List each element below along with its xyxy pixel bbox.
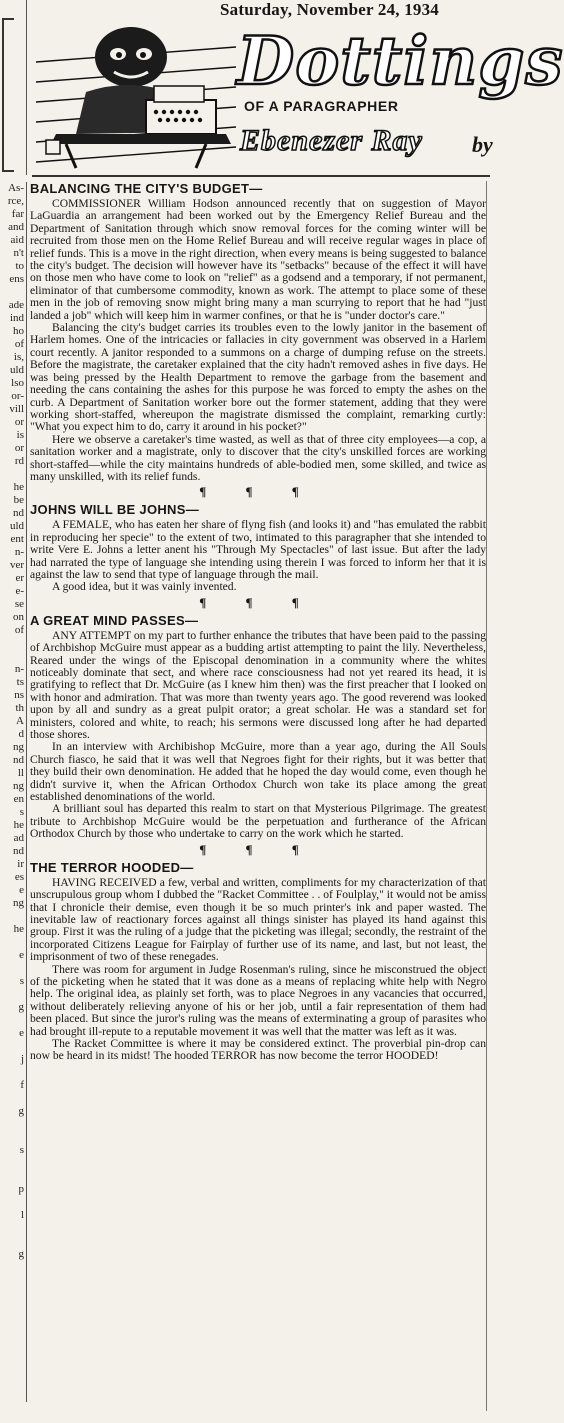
- adjacent-column-fragment: [0, 962, 26, 975]
- adjacent-column-fragment: [0, 936, 26, 949]
- adjacent-column-fragment: [0, 637, 26, 650]
- adjacent-column-fragment: uld: [9, 364, 24, 376]
- article-paragraph: The Racket Committee is where it may be considered extinct. The proverbial pin-drop can now be heard in its midst! The hooded TERROR has now become the terror HOODED!: [30, 1036, 486, 1063]
- adjacent-column-fragment: s: [19, 975, 24, 987]
- adjacent-column-fragment: is: [16, 429, 24, 441]
- adjacent-column-fragment: s: [19, 1144, 24, 1156]
- adjacent-column-fragments: [0, 182, 27, 1402]
- masthead-title: Dottings: [237, 22, 564, 100]
- adjacent-column-fragment: nd: [13, 507, 24, 519]
- adjacent-column-fragment: ho: [13, 325, 24, 337]
- adjacent-column-fragment: As-: [8, 182, 24, 194]
- adjacent-column-fragment: A: [16, 715, 24, 727]
- adjacent-column-fragment: se: [14, 598, 24, 610]
- typewriter-cartoon-illustration: [36, 22, 236, 170]
- adjacent-column-fragment: g: [18, 1001, 24, 1013]
- adjacent-column-fragment: [0, 910, 26, 923]
- adjacent-column-fragment: d: [18, 728, 24, 740]
- article-column: [30, 181, 486, 1063]
- adjacent-column-fragment: [0, 1118, 26, 1131]
- section-great-mind: [30, 613, 486, 857]
- adjacent-column-fragment: he: [13, 481, 24, 493]
- article-paragraph: A good idea, but it was vainly invented.: [52, 580, 237, 594]
- adjacent-column-fragment: of: [14, 338, 24, 350]
- adjacent-column-fragment: ver: [9, 559, 24, 571]
- adjacent-column-fragment: or: [14, 442, 24, 454]
- adjacent-column-fragment: nd: [13, 845, 24, 857]
- adjacent-column-fragment: [0, 286, 26, 299]
- article-paragraph: ANY ATTEMPT on my part to further enhance the tributes that have been paid to the passing of Archbishop McGuire must appear as a budding artist attempting to paint the lily. Nevertheless, Reared under the wings of the Episcopal denomination in a community where the whites noticeably dominate that sect, and where race consciousness had not yet reared its head, it is gratifying to reflect that Dr. McGuire (as I knew him then) was the first preacher that I looked on with honor and admiration. That was more than twenty years ago. The good reverend was looked upon by all and sundry as a great pulpit orator; a great scholar. He was a standard set for ministers, colored and white, to reach; his sermons were discussed long after he had departed those shores.: [30, 628, 486, 742]
- adjacent-column-fragment: [0, 1014, 26, 1027]
- dateline: Saturday, November 24, 1934: [220, 0, 440, 19]
- adjacent-column-fragment: ts: [16, 676, 24, 688]
- section-divider-pilcrows: ¶ ¶ ¶: [199, 841, 317, 857]
- adjacent-column-fragment: [0, 1066, 26, 1079]
- adjacent-column-fragment: e-: [15, 585, 24, 597]
- masthead-author: Ebenezer Ray: [240, 124, 423, 157]
- adjacent-column-fragment: [0, 650, 26, 663]
- adjacent-column-fragment: [0, 1040, 26, 1053]
- adjacent-column-fragment: rce,: [7, 195, 24, 207]
- adjacent-column-fragment: s: [19, 806, 24, 818]
- adjacent-column-fragment: ind: [9, 312, 24, 324]
- adjacent-column-fragment: rd: [14, 455, 24, 467]
- adjacent-column-fragment: ent: [10, 533, 24, 545]
- adjacent-column-fragment: [0, 1131, 26, 1144]
- adjacent-column-fragment: ng: [13, 741, 24, 753]
- adjacent-column-fragment: e: [19, 884, 24, 896]
- article-paragraph: A FEMALE, who has eaten her share of flyng fish (and looks it) and "has emulated the rabbit in reproducing her specie" to the extent of two, intimated to this paragrapher that she intended to write Vere E. Johns a letter anent his "Through My Spectacles" of last issue. But after the lady had narrated the type of language she intending using therein I was forced to inform her that it is against the law to send that type of language through the mail.: [30, 518, 486, 581]
- section-balancing-budget: [30, 181, 486, 499]
- adjacent-column-fragment: g: [18, 1248, 24, 1260]
- adjacent-column-fragment: er: [15, 572, 24, 584]
- section-divider-pilcrows: ¶ ¶ ¶: [199, 484, 317, 500]
- adjacent-column-fragment: is,: [13, 351, 24, 363]
- article-paragraph: COMMISSIONER William Hodson announced recently that on suggestion of Mayor LaGuardia an arrangement had been worked out by the Emergency Relief Bureau and the Department of Sanitation through which snow removal forces for the coming winter will be recruited from those men on the Home Relief Bureau and will receive regular wages in place of relief funds. This is a move in the right direction, when every means is being suggested to balance the city's budget. The decision will however have its "setbacks" because of the effect it will have on those men who have come to look on "relief" as a godsend and a temporary, if not permanent, eliminator of that cumbersome commodity, known as work. The attempt to place some of these men in the job of removing snow might bring many a man scurrying to report that he had "just landed a job" which will keep him in warmer confines, or that he is "under doctor's care.": [30, 197, 486, 322]
- adjacent-column-fragment: n-: [14, 546, 24, 558]
- adjacent-column-fragment: ll: [17, 767, 24, 779]
- adjacent-column-fragment: aid: [10, 234, 24, 246]
- column-right-rule: [486, 181, 487, 1411]
- adjacent-column-fragment: ng: [13, 780, 24, 792]
- adjacent-column-fragment: [0, 1170, 26, 1183]
- left-column-bracket: [2, 18, 14, 172]
- adjacent-column-fragment: en: [13, 793, 24, 805]
- adjacent-column-fragment: n't: [13, 247, 24, 259]
- adjacent-column-fragment: [0, 1235, 26, 1248]
- article-paragraph: Balancing the city's budget carries its troubles even to the lowly janitor in the basement of Harlem homes. One of the intricacies or fallacies in city government was observed in a Harlem court recently. A janitor responded to a summons on a charge of dumping refuse on the streets. Before the magistrate, the caretaker explained that the city hadn't removed ashes in five days. He was being pressed by the Health Department to remove the garbage from the basement and needing the cans containing the ashes for this purpose he was forced to empty the ashes on the curb. A Department of Sanitation worker bore out the former statement, adding that they were working short-staffed, whereupon the magistrate dismissed the complaint, remarking curtly: "What you expect him to do, carry it around in his pocket?": [30, 321, 486, 434]
- adjacent-column-fragment: of: [14, 624, 24, 636]
- masthead: [32, 20, 564, 177]
- adjacent-column-fragment: he: [13, 819, 24, 831]
- adjacent-column-fragment: f: [20, 1079, 24, 1091]
- adjacent-column-fragment: be: [13, 494, 24, 506]
- adjacent-column-fragment: j: [20, 1053, 24, 1065]
- masthead-subtitle: OF A PARAGRAPHER: [244, 98, 399, 114]
- adjacent-column-fragment: g: [18, 1105, 24, 1117]
- section-heading: A GREAT MIND PASSES—: [30, 612, 199, 628]
- adjacent-column-fragment: nd: [13, 754, 24, 766]
- article-paragraph: Here we observe a caretaker's time wasted, as well as that of three city employees—a cop, a sanitation worker and a magistrate, only to discover that the city's unskilled forces are working short-staffed—while the city maintains hundreds of able-bodied men, some skilled, and twice as many unskilled, with its relief funds.: [30, 432, 486, 483]
- adjacent-column-fragment: n-: [14, 663, 24, 675]
- adjacent-column-fragment: [0, 1222, 26, 1235]
- adjacent-column-fragment: ng: [13, 897, 24, 909]
- adjacent-column-fragment: l: [20, 1209, 24, 1221]
- adjacent-column-fragment: vill: [9, 403, 24, 415]
- adjacent-column-fragment: to: [15, 260, 24, 272]
- article-paragraph: HAVING RECEIVED a few, verbal and written, compliments for my characterization of that unscrupulous group whom I dubbed the "Racket Committee . . of Foulplay," it would not be amiss that I chronicle their demise, even though it be so much printer's ink and paper wasted. The inevitable law of reactionary forces against all things sinister has played its hand against this group. First it was the ruling of a judge that the picketing was illegal; secondly, the restraint of the incorporated Citizens League for Fairplay of further use of its name, and last, but not least, the imprisonment of two of these renegades.: [30, 875, 486, 964]
- adjacent-column-fragment: e: [19, 1027, 24, 1039]
- adjacent-column-fragment: ade: [8, 299, 24, 311]
- adjacent-column-fragment: [0, 468, 26, 481]
- adjacent-column-fragment: [0, 1157, 26, 1170]
- adjacent-column-fragment: and: [8, 221, 24, 233]
- adjacent-column-fragment: ir: [17, 858, 24, 870]
- section-terror-hooded: [30, 860, 486, 1063]
- article-paragraph: A brilliant soul has departed this realm to start on that Mysterious Pilgrimage. The greatest tribute to Archbishop McGuire would be the perpetuation and furtherance of the African Orthodox Church by those who undertake to carry on the work which he started.: [30, 802, 486, 841]
- adjacent-column-fragment: far: [11, 208, 24, 220]
- adjacent-column-fragment: [0, 1092, 26, 1105]
- adjacent-column-fragment: [0, 1196, 26, 1209]
- left-column-border: [0, 0, 27, 175]
- adjacent-column-fragment: on: [13, 611, 24, 623]
- section-johns: [30, 502, 486, 609]
- section-heading: JOHNS WILL BE JOHNS—: [30, 502, 200, 518]
- section-heading: THE TERROR HOODED—: [30, 859, 194, 875]
- adjacent-column-fragment: [0, 988, 26, 1001]
- adjacent-column-fragment: ens: [9, 273, 24, 285]
- adjacent-column-fragment: e: [19, 949, 24, 961]
- section-divider-pilcrows: ¶ ¶ ¶: [199, 594, 317, 610]
- adjacent-column-fragment: p: [18, 1183, 24, 1195]
- article-paragraph: There was room for argument in Judge Rosenman's ruling, since he misconstrued the object of the picketing when he stated that it was done as a means of replacing white help with Negro help. The original idea, as plainly set forth, was to place Negroes in any vacancies that occurred, without deliberately relieving anyone of his or her job, until a fair representation of them had been placed. But since the juror's ruling was the means of exterminating a group of parasites who had brought ill-repute to a reputable movement it was well that the matter was left as it was.: [30, 962, 486, 1038]
- article-paragraph: In an interview with Archibishop McGuire, more than a year ago, during the All Souls Church fiasco, he said that it was well that Negroes fight for their rights, but it was better that they build their own denomination. He added that he hoped the day would come, even though he didn't survive it, when the African Orthodox Church won take its place among the great established denominations of the world.: [30, 740, 486, 804]
- adjacent-column-fragment: or: [14, 416, 24, 428]
- adjacent-column-fragment: he: [13, 923, 24, 935]
- adjacent-column-fragment: es: [14, 871, 24, 883]
- adjacent-column-fragment: th: [15, 702, 24, 714]
- masthead-by: by: [472, 132, 493, 157]
- adjacent-column-fragment: ad: [13, 832, 24, 844]
- adjacent-column-fragment: uld: [9, 520, 24, 532]
- adjacent-column-fragment: ns: [14, 689, 24, 701]
- adjacent-column-fragment: lso: [11, 377, 24, 389]
- section-heading: BALANCING THE CITY'S BUDGET—: [30, 181, 263, 196]
- adjacent-column-fragment: or-: [11, 390, 24, 402]
